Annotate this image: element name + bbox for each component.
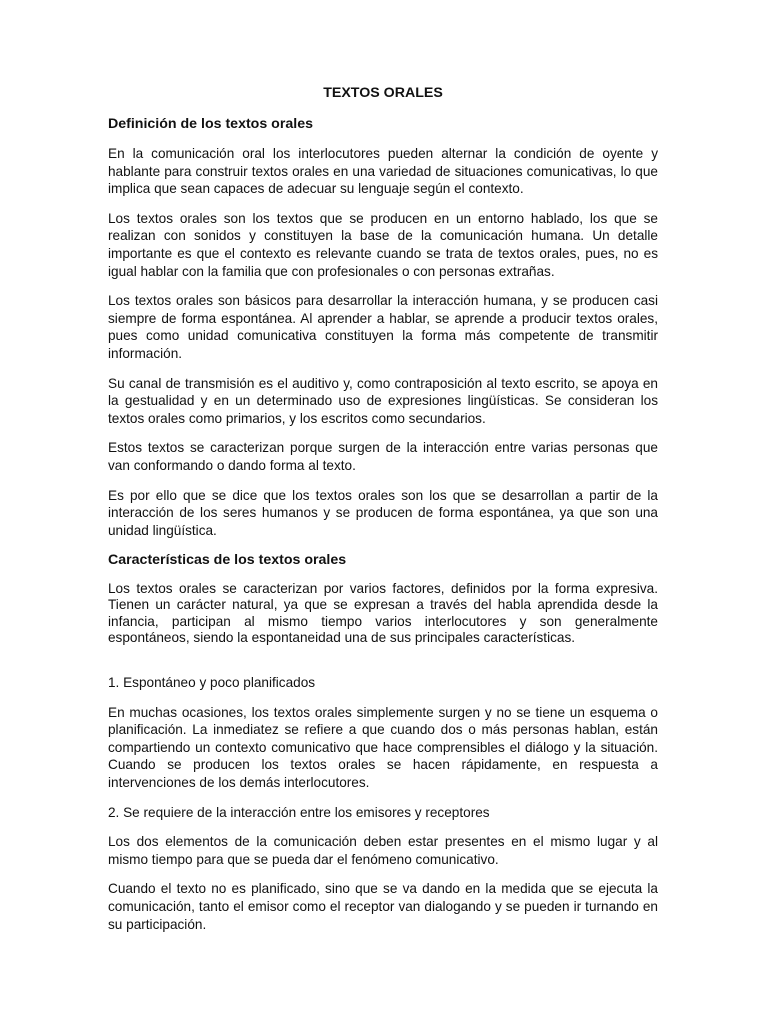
section-heading-definicion: Definición de los textos orales [108,116,313,132]
paragraph: Su canal de transmisión es el auditivo y, como contraposición al texto escrito, se apoya en la gestualidad y en un determinado uso de expresiones lingüísticas. Se consideran los textos orales como primarios, y los escritos como secundarios. [108,375,658,426]
paragraph: Los dos elementos de la comunicación deben estar presentes en el mismo lugar y al mismo tiempo para que se pueda dar el fenómeno comunicativo. [108,834,658,867]
paragraph: Estos textos se caracterizan porque surgen de la interacción entre varias personas que van conformando o dando forma al texto. [108,440,658,473]
paragraph: Cuando el texto no es planificado, sino que se va dando en la medida que se ejecuta la comunicación, tanto el emisor como el receptor van dialogando y se pueden ir turnando en su participación. [108,881,658,932]
paragraph: Los textos orales son los textos que se producen en un entorno hablado, los que se realizan con sonidos y constituyen la base de la comunicación humana. Un detalle importante es que el contexto es relevante cuando se trata de textos orales, pues, no es igual hablar con la familia que con profesionales o con personas extrañas. [108,210,658,279]
paragraph: Los textos orales son básicos para desarrollar la interacción humana, y se producen casi siempre de forma espontánea. Al aprender a hablar, se aprende a producir textos orales, pues como unidad comunicativa constituyen la forma más competente de transmitir información. [108,293,658,361]
paragraph: Es por ello que se dice que los textos orales son los que se desarrollan a partir de la interacción de los seres humanos y se producen de forma espontánea, ya que son una unidad lingüística. [108,487,658,538]
paragraph: En la comunicación oral los interlocutores pueden alternar la condición de oyente y hablante para construir textos orales en una variedad de situaciones comunicativas, lo que implica que sean capaces de adecuar su lenguaje según el contexto. [108,146,658,197]
paragraph-intro: Los textos orales se caracterizan por varios factores, definidos por la forma expresiva. Tienen un carácter natural, ya que se expresan a través del habla aprendida desde la infancia, participan al mismo tiempo varios interlocutores y son generalmente espontáneos, siendo la espontaneidad una de sus principales características. [108,581,658,645]
list-item-heading: 2. Se requiere de la interacción entre los emisores y receptores [108,804,490,820]
paragraph: En muchas ocasiones, los textos orales simplemente surgen y no se tiene un esquema o planificación. La inmediatez se refiere a que cuando dos o más personas hablan, están compartiendo un contexto comunicativo que hace comprensibles el diálogo y la situación. Cuando se producen los textos orales se hacen rápidamente, en respuesta a intervenciones de los demás interlocutores. [108,704,658,791]
document-page [108,84,658,945]
section-heading-caracteristicas: Características de los textos orales [108,552,347,569]
list-item-heading: 1. Espontáneo y poco planificados [108,675,316,691]
document-title: TEXTOS ORALES [323,85,443,101]
